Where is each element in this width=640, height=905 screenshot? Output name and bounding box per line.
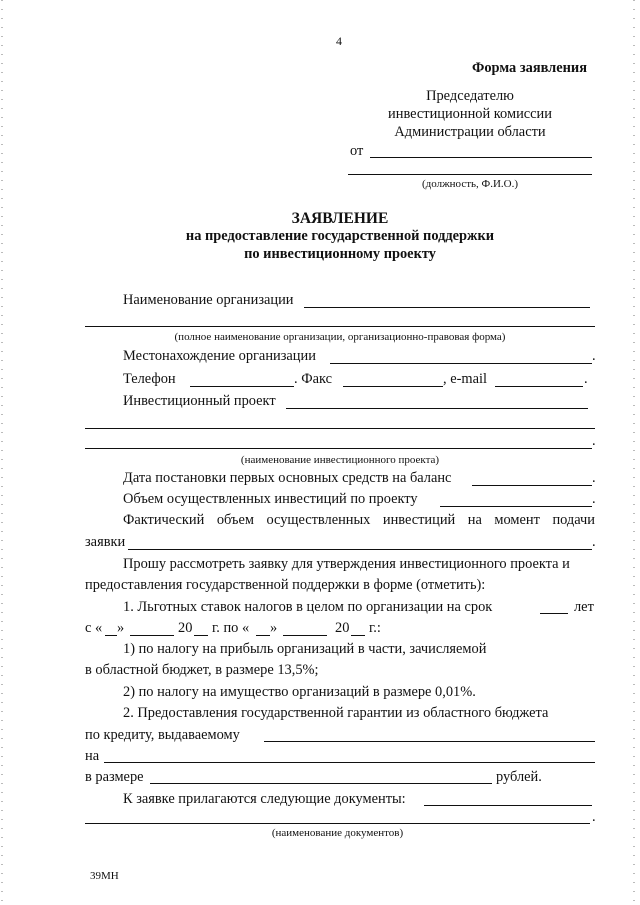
attach-label: К заявке прилагаются следующие документы: (123, 791, 406, 807)
actual-field[interactable] (128, 549, 592, 550)
email-dot: . (584, 371, 588, 387)
actual-label-line1: Фактический объем осуществленных инвестиций на момент подачи (123, 512, 595, 528)
addressee-line1: Председателю (426, 88, 514, 104)
item1-from-open: с « (85, 620, 103, 636)
scan-edge-right (633, 0, 635, 905)
document-subtitle-1: на предоставление государственной поддержки (185, 228, 495, 244)
volume-field[interactable] (440, 506, 592, 507)
fax-label: . Факс (294, 371, 332, 387)
form-title: Форма заявления (472, 60, 588, 76)
email-label: , e-mail (443, 371, 487, 387)
footer-code: 39МН (90, 870, 119, 882)
attach-field[interactable] (424, 805, 592, 806)
item1-years: лет (574, 599, 594, 615)
fax-field[interactable] (343, 386, 443, 387)
date-field[interactable] (472, 485, 592, 486)
date-dot: . (592, 470, 596, 486)
item1-to-century: 20 (335, 620, 350, 636)
item2-amount-field[interactable] (150, 783, 492, 784)
item2-line2: по кредиту, выдаваемому (85, 727, 240, 743)
item1-to-close: » (270, 620, 278, 636)
item2-line1: 2. Предоставления государственной гарантии из областного бюджета (123, 705, 549, 721)
addressee-line2: инвестиционной комиссии (388, 106, 552, 122)
phone-label: Телефон (123, 371, 176, 387)
org-name-field[interactable] (304, 307, 590, 308)
location-label: Местонахождение организации (123, 348, 316, 364)
request-line2: предоставления государственной поддержки в форме (отметить): (85, 577, 486, 593)
item1-from-close: » (117, 620, 125, 636)
actual-dot: . (592, 534, 596, 550)
item1-from-day-field[interactable] (105, 635, 117, 636)
item1-sub1-line1: 1) по налогу на прибыль организаций в части, зачисляемой (123, 641, 487, 657)
item1-to-month-field[interactable] (283, 635, 327, 636)
page-number: 4 (336, 34, 342, 48)
item1-from-year-field[interactable] (194, 635, 208, 636)
item1-to-year-field[interactable] (351, 635, 365, 636)
document-title: ЗАЯВЛЕНИЕ (291, 210, 389, 227)
email-field[interactable] (495, 386, 583, 387)
item1-to-open: г. по « (212, 620, 250, 636)
attach-dot: . (592, 809, 596, 825)
item2-on-label: на (85, 748, 100, 764)
item1-to-suffix: г.: (369, 620, 381, 636)
addressee-line3: Администрации области (394, 124, 546, 140)
item2-credit-field[interactable] (264, 741, 595, 742)
actual-label-line2: заявки (85, 534, 126, 550)
item1-term-field[interactable] (540, 613, 568, 614)
item2-on-field[interactable] (104, 762, 595, 763)
project-field-cont-1[interactable] (85, 428, 595, 429)
item1-sub2: 2) по налогу на имущество организаций в размере 0,01%. (123, 684, 476, 700)
item2-rubles: рублей. (496, 769, 542, 785)
attach-hint: (наименование документов) (271, 827, 404, 839)
scan-edge-left (1, 0, 3, 905)
attach-field-cont[interactable] (85, 823, 590, 824)
from-label: от (350, 143, 364, 159)
document-subtitle-2: по инвестиционному проекту (244, 246, 436, 262)
position-hint: (должность, Ф.И.О.) (421, 178, 519, 190)
item1-to-day-field[interactable] (256, 635, 270, 636)
position-field-line[interactable] (348, 174, 592, 175)
org-name-field-cont[interactable] (85, 326, 595, 327)
phone-field[interactable] (190, 386, 294, 387)
volume-label: Объем осуществленных инвестиций по проекту (123, 491, 418, 507)
item1-sub1-line2: в областной бюджет, в размере 13,5%; (85, 662, 319, 678)
project-dot: . (592, 433, 596, 449)
item1-from-month-field[interactable] (130, 635, 174, 636)
item1-from-century: 20 (178, 620, 193, 636)
date-label: Дата постановки первых основных средств на баланс (123, 470, 452, 486)
request-line1: Прошу рассмотреть заявку для утверждения инвестиционного проекта и (123, 556, 570, 572)
from-field-line[interactable] (370, 157, 592, 158)
project-field[interactable] (286, 408, 588, 409)
org-name-label: Наименование организации (123, 292, 294, 308)
location-dot: . (592, 348, 596, 364)
org-name-hint: (полное наименование организации, организационно-правовая форма) (174, 331, 506, 343)
item1-label: 1. Льготных ставок налогов в целом по организации на срок (123, 599, 493, 615)
volume-dot: . (592, 491, 596, 507)
project-hint: (наименование инвестиционного проекта) (240, 454, 440, 466)
location-field[interactable] (330, 363, 592, 364)
item2-amount-label: в размере (85, 769, 144, 785)
project-label: Инвестиционный проект (123, 393, 276, 409)
project-field-cont-2[interactable] (85, 448, 592, 449)
